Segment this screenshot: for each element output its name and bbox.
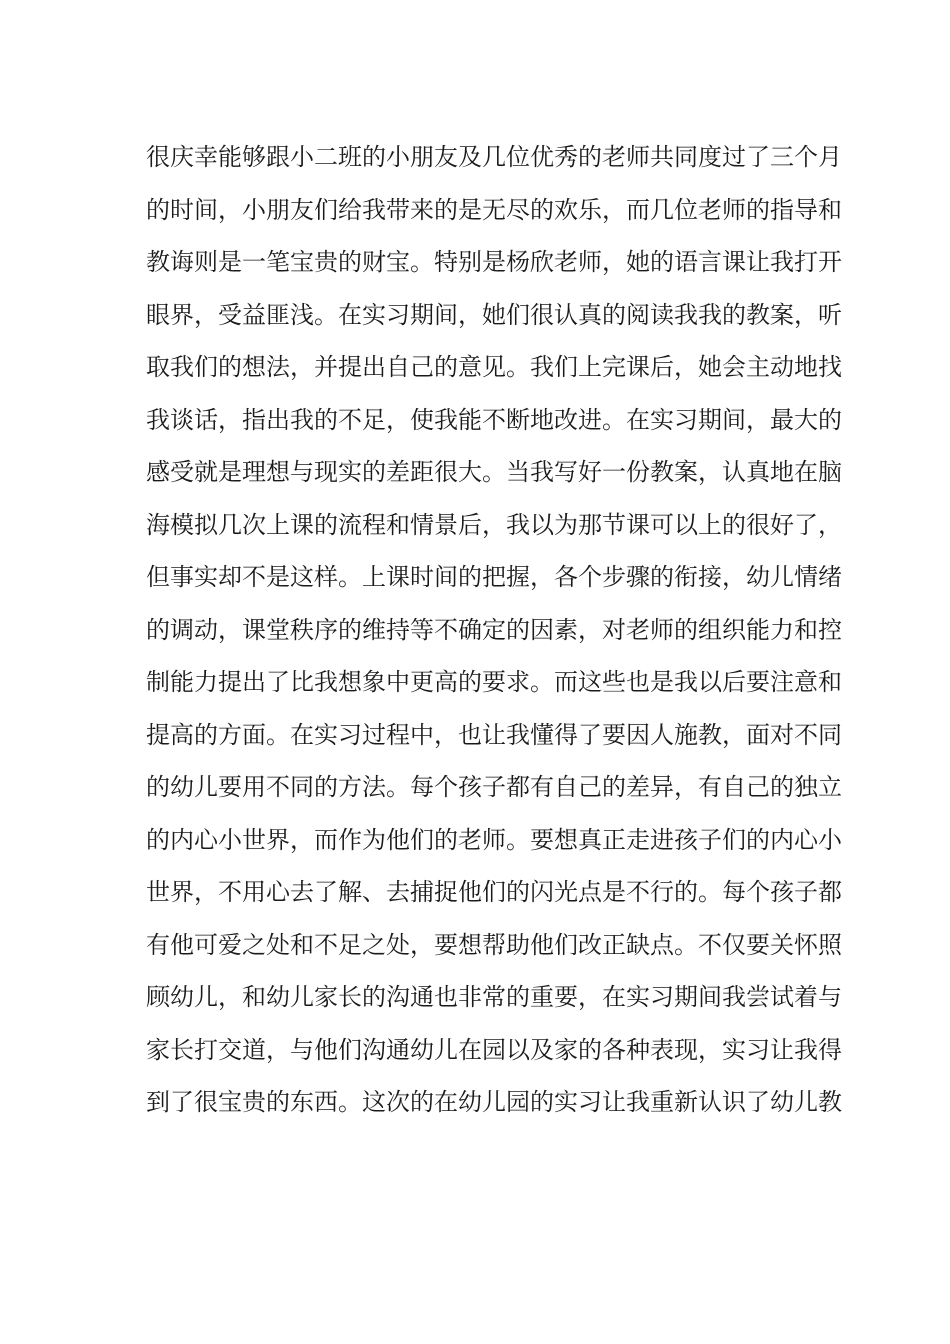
text-line: 我谈话，指出我的不足，使我能不断地改进。在实习期间，最大的 [146,405,842,434]
text-line: 海模拟几次上课的流程和情景后，我以为那节课可以上的很好了， [146,510,842,539]
body-paragraph [146,131,842,1129]
text-line: 取我们的想法，并提出自己的意见。我们上完课后，她会主动地找 [146,353,842,381]
text-line: 提高的方面。在实习过程中，也让我懂得了要因人施教，面对不同 [146,720,842,749]
text-line: 感受就是理想与现实的差距很大。当我写好一份教案，认真地在脑 [146,458,842,486]
text-line: 很庆幸能够跟小二班的小朋友及几位优秀的老师共同度过了三个月 [146,143,842,171]
text-line: 到了很宝贵的东西。这次的在幼儿园的实习让我重新认识了幼儿教 [146,1088,842,1116]
text-line: 的调动，课堂秩序的维持等不确定的因素，对老师的组织能力和控 [146,615,842,644]
text-line: 眼界，受益匪浅。在实习期间，她们很认真的阅读我我的教案，听 [146,300,842,329]
text-line: 的时间，小朋友们给我带来的是无尽的欢乐，而几位老师的指导和 [146,195,842,224]
text-line: 家长打交道，与他们沟通幼儿在园以及家的各种表现，实习让我得 [146,1035,842,1064]
text-line: 的内心小世界，而作为他们的老师。要想真正走进孩子们的内心小 [146,825,842,854]
text-line: 制能力提出了比我想象中更高的要求。而这些也是我以后要注意和 [146,668,842,696]
text-line: 教诲则是一笔宝贵的财宝。特别是杨欣老师，她的语言课让我打开 [146,248,842,276]
text-line: 有他可爱之处和不足之处，要想帮助他们改正缺点。不仅要关怀照 [146,930,842,959]
text-line: 的幼儿要用不同的方法。每个孩子都有自己的差异，有自己的独立 [146,773,842,801]
text-line: 世界，不用心去了解、去捕捉他们的闪光点是不行的。每个孩子都 [146,878,842,906]
text-line: 但事实却不是这样。上课时间的把握，各个步骤的衔接，幼儿情绪 [146,563,842,591]
text-line: 顾幼儿，和幼儿家长的沟通也非常的重要，在实习期间我尝试着与 [146,983,842,1011]
